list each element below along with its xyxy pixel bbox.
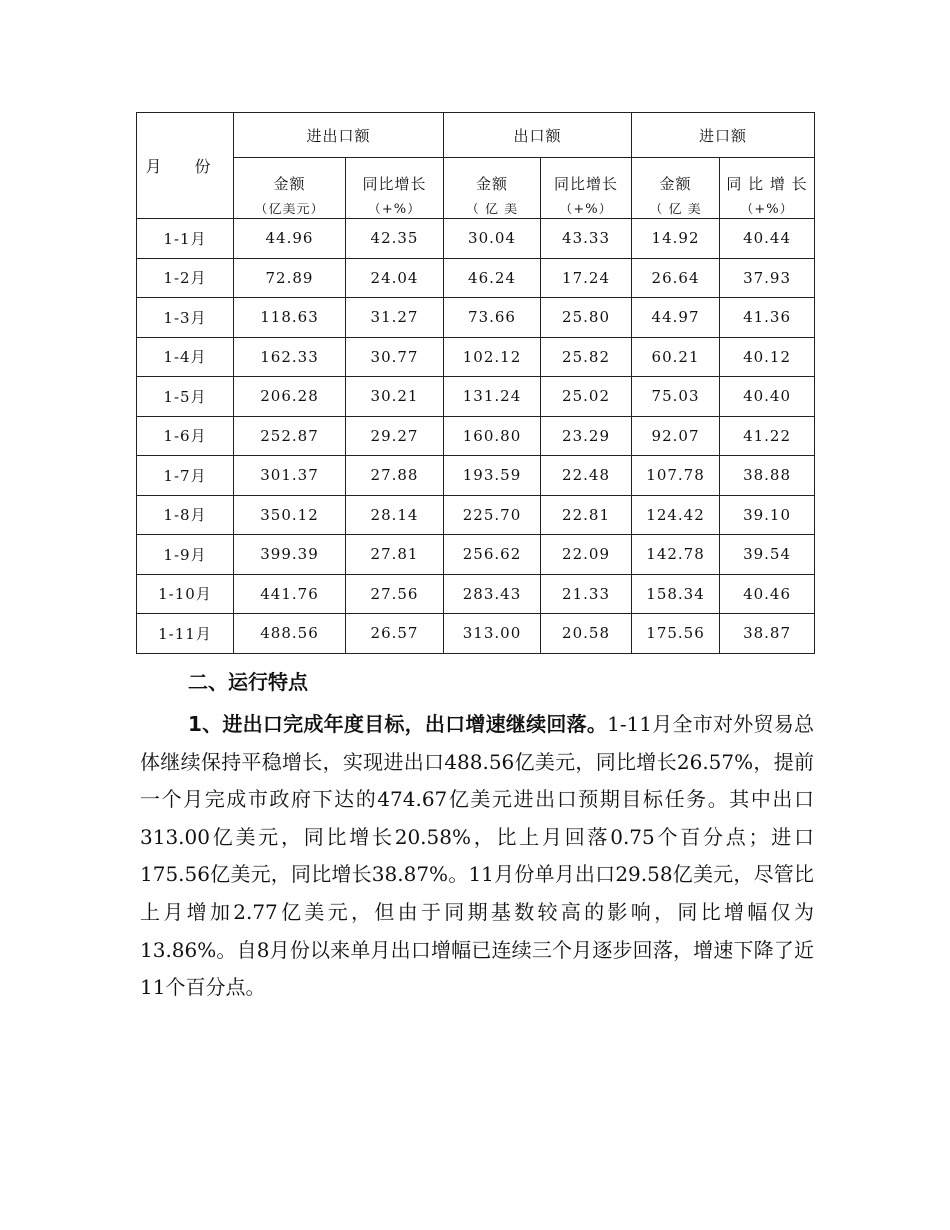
table-cell-export-g: 25.82 (541, 337, 632, 377)
table-cell-export: 30.04 (444, 219, 541, 259)
table-cell-export: 73.66 (444, 298, 541, 338)
table-cell-export-g: 23.29 (541, 416, 632, 456)
table-cell-total-g: 30.21 (346, 377, 444, 417)
table-cell-month: 1-9月 (137, 535, 234, 575)
table-cell-total: 162.33 (234, 337, 346, 377)
table-row (137, 535, 815, 575)
table-cell-export: 131.24 (444, 377, 541, 417)
table-cell-total: 488.56 (234, 614, 346, 654)
table-cell-total: 118.63 (234, 298, 346, 338)
month-column-header: 月 份 (137, 113, 234, 219)
table-cell-export: 283.43 (444, 574, 541, 614)
table-cell-export: 102.12 (444, 337, 541, 377)
table-row (137, 219, 815, 259)
table-cell-month: 1-5月 (137, 377, 234, 417)
trade-statistics-table (136, 112, 815, 654)
table-cell-month: 1-3月 (137, 298, 234, 338)
table-cell-import-g: 38.87 (720, 614, 815, 654)
table-cell-export-g: 25.02 (541, 377, 632, 417)
table-row (137, 258, 815, 298)
table-cell-total-g: 27.81 (346, 535, 444, 575)
export-header: 出口额 (444, 113, 632, 158)
table-cell-month: 1-7月 (137, 456, 234, 496)
table-cell-total-g: 27.56 (346, 574, 444, 614)
table-header-row (137, 113, 815, 158)
table-cell-import-g: 39.10 (720, 495, 815, 535)
table-cell-import-g: 40.46 (720, 574, 815, 614)
total-growth-subheader: 同比增长 （+%） (346, 158, 444, 219)
table-cell-month: 1-11月 (137, 614, 234, 654)
table-cell-total: 44.96 (234, 219, 346, 259)
paragraph-lead: 1、进出口完成年度目标，出口增速继续回落。 (188, 712, 608, 736)
import-header: 进口额 (632, 113, 815, 158)
table-cell-export-g: 25.80 (541, 298, 632, 338)
table-cell-export: 256.62 (444, 535, 541, 575)
table-cell-import-g: 40.12 (720, 337, 815, 377)
table-cell-import-g: 40.44 (720, 219, 815, 259)
table-cell-import: 92.07 (632, 416, 720, 456)
table-cell-total-g: 27.88 (346, 456, 444, 496)
table-row (137, 377, 815, 417)
table-cell-import: 124.42 (632, 495, 720, 535)
table-cell-export-g: 22.81 (541, 495, 632, 535)
import-amount-subheader: 金额 （ 亿 美 (632, 158, 720, 219)
table-cell-total-g: 24.04 (346, 258, 444, 298)
table-row (137, 456, 815, 496)
table-cell-total-g: 28.14 (346, 495, 444, 535)
table-cell-month: 1-1月 (137, 219, 234, 259)
table-cell-total: 350.12 (234, 495, 346, 535)
table-cell-import: 158.34 (632, 574, 720, 614)
table-cell-import-g: 37.93 (720, 258, 815, 298)
table-row (137, 337, 815, 377)
table-row (137, 416, 815, 456)
table-cell-export-g: 43.33 (541, 219, 632, 259)
table-cell-month: 1-2月 (137, 258, 234, 298)
table-row (137, 574, 815, 614)
total-trade-header: 进出口额 (234, 113, 444, 158)
table-cell-export-g: 20.58 (541, 614, 632, 654)
table-cell-total: 301.37 (234, 456, 346, 496)
table-cell-export: 193.59 (444, 456, 541, 496)
table-cell-import: 26.64 (632, 258, 720, 298)
table-cell-month: 1-8月 (137, 495, 234, 535)
table-cell-import-g: 39.54 (720, 535, 815, 575)
table-cell-export: 225.70 (444, 495, 541, 535)
table-cell-import: 44.97 (632, 298, 720, 338)
table-cell-total-g: 42.35 (346, 219, 444, 259)
table-cell-import: 107.78 (632, 456, 720, 496)
table-cell-import-g: 40.40 (720, 377, 815, 417)
table-cell-total-g: 26.57 (346, 614, 444, 654)
table-row (137, 495, 815, 535)
total-amount-subheader: 金额 （亿美元） (234, 158, 346, 219)
table-cell-export: 46.24 (444, 258, 541, 298)
table-cell-total: 252.87 (234, 416, 346, 456)
table-cell-total-g: 29.27 (346, 416, 444, 456)
table-cell-import: 142.78 (632, 535, 720, 575)
analysis-paragraph (140, 706, 814, 1007)
table-cell-import-g: 41.36 (720, 298, 815, 338)
import-growth-subheader: 同 比 增 长 （+%） (720, 158, 815, 219)
table-cell-import: 175.56 (632, 614, 720, 654)
table-cell-import-g: 41.22 (720, 416, 815, 456)
table-cell-export: 313.00 (444, 614, 541, 654)
export-amount-subheader: 金额 （ 亿 美 (444, 158, 541, 219)
table-cell-total: 441.76 (234, 574, 346, 614)
table-row (137, 298, 815, 338)
table-cell-import: 75.03 (632, 377, 720, 417)
table-cell-total: 399.39 (234, 535, 346, 575)
table-cell-month: 1-6月 (137, 416, 234, 456)
table-cell-import: 60.21 (632, 337, 720, 377)
table-cell-total-g: 30.77 (346, 337, 444, 377)
table-cell-export-g: 22.09 (541, 535, 632, 575)
table-cell-month: 1-4月 (137, 337, 234, 377)
table-row (137, 614, 815, 654)
table-cell-export-g: 21.33 (541, 574, 632, 614)
table-cell-import-g: 38.88 (720, 456, 815, 496)
table-cell-export: 160.80 (444, 416, 541, 456)
table-cell-import: 14.92 (632, 219, 720, 259)
table-cell-total: 206.28 (234, 377, 346, 417)
paragraph-body: 1-11月全市对外贸易总体继续保持平稳增长，实现进出口488.56亿美元，同比增长26.57%，提前一个月完成市政府下达的474.67亿美元进出口预期目标任务。其中出口313.00亿美元，同比增长20.58%，比上月回落0.75个百分点；进口175.56亿美元，同比增长38.87%。11月份单月出口29.58亿美元，尽管比上月增加2.77亿美元，但由于同期基数较高的影响，同比增幅仅为13.86%。自8月份以来单月出口增幅已连续三个月逐步回落，增速下降了近11个百分点。 (140, 712, 814, 1000)
table-cell-total-g: 31.27 (346, 298, 444, 338)
table-cell-export-g: 22.48 (541, 456, 632, 496)
section-heading: 二、运行特点 (188, 670, 308, 694)
table-subheader-row (137, 158, 815, 219)
export-growth-subheader: 同比增长 （+%） (541, 158, 632, 219)
table-cell-export-g: 17.24 (541, 258, 632, 298)
table-cell-total: 72.89 (234, 258, 346, 298)
table-cell-month: 1-10月 (137, 574, 234, 614)
